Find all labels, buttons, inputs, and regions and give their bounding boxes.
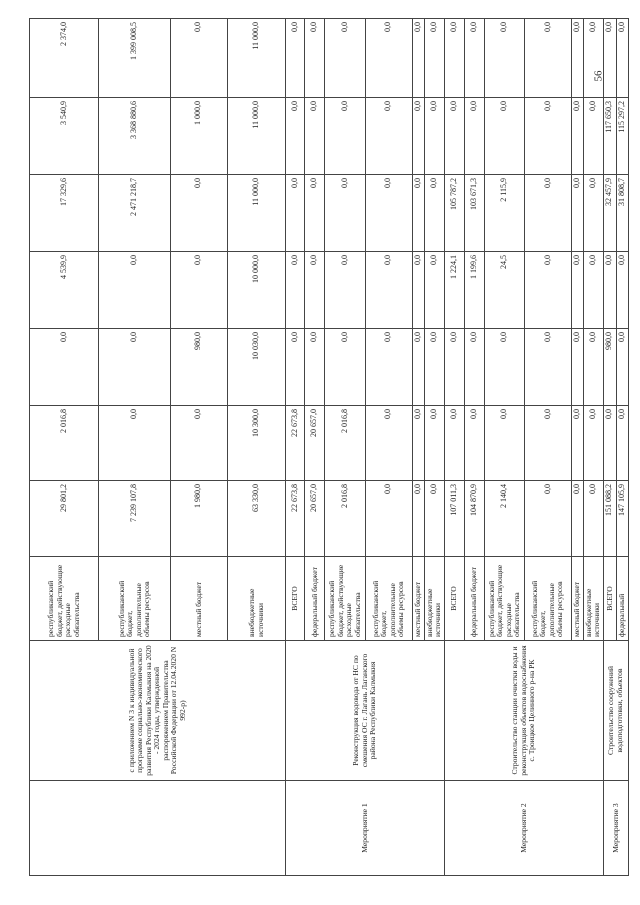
project-description: с приложением N 3 к индивидуальной программе социально-экономического развития Республики Калмыкия на 2020 - 2024 годы, утвержденной распоряжением Правительства Российской Федерации от 12.04.2020 N 992-р) (30, 641, 286, 781)
value-2024: 0,0 (583, 19, 603, 98)
value-2020: 980,0 (170, 329, 227, 406)
value-2024: 0,0 (525, 19, 571, 98)
value-2019: 20 657,0 (305, 406, 325, 481)
funding-source: внебюджетные источники (424, 557, 444, 641)
value-total: 2 140,4 (485, 481, 525, 557)
value-2020: 0,0 (365, 329, 412, 406)
value-2020: 0,0 (525, 329, 571, 406)
value-2019: 0,0 (603, 406, 616, 481)
value-2020: 0,0 (583, 329, 603, 406)
value-2024: 0,0 (616, 19, 628, 98)
event-label: Мероприятие 3 (603, 781, 628, 876)
table-row (30, 19, 99, 876)
value-2024: 0,0 (412, 19, 424, 98)
value-2023: 0,0 (583, 98, 603, 175)
value-2020: 0,0 (99, 329, 170, 406)
value-2021: 0,0 (571, 252, 583, 329)
funding-source: республиканский бюджет, дополнительные объемы ресурсов (525, 557, 571, 641)
value-2022: 0,0 (305, 175, 325, 252)
value-2024: 0,0 (365, 19, 412, 98)
value-2023: 3 540,9 (30, 98, 99, 175)
value-2023: 1 000,0 (170, 98, 227, 175)
funding-source: республиканский бюджет, действующие расходные обязательства (325, 557, 365, 641)
empty-cell (30, 781, 286, 876)
value-total: 2 016,8 (325, 481, 365, 557)
value-2021: 0,0 (99, 252, 170, 329)
value-2024: 11 000,0 (227, 19, 285, 98)
value-2024: 2 374,0 (30, 19, 99, 98)
funding-source: республиканский бюджет, дополнительные объемы ресурсов (365, 557, 412, 641)
value-2023: 0,0 (325, 98, 365, 175)
value-total: 107 011,3 (445, 481, 465, 557)
value-2021: 0,0 (424, 252, 444, 329)
value-2022: 0,0 (325, 175, 365, 252)
value-total: 1 980,0 (170, 481, 227, 557)
value-2020: 0,0 (445, 329, 465, 406)
funding-source: местный бюджет (170, 557, 227, 641)
value-total: 0,0 (583, 481, 603, 557)
value-2020: 0,0 (465, 329, 485, 406)
value-2023: 0,0 (445, 98, 465, 175)
value-total: 0,0 (365, 481, 412, 557)
value-2020: 980,0 (603, 329, 616, 406)
value-2023: 0,0 (465, 98, 485, 175)
value-2022: 0,0 (525, 175, 571, 252)
value-2023: 0,0 (412, 98, 424, 175)
value-total: 0,0 (571, 481, 583, 557)
value-2023: 11 000,0 (227, 98, 285, 175)
value-2022: 17 329,6 (30, 175, 99, 252)
value-2024: 0,0 (571, 19, 583, 98)
value-2021: 0,0 (305, 252, 325, 329)
value-2020: 0,0 (30, 329, 99, 406)
value-2019: 0,0 (99, 406, 170, 481)
value-total: 147 105,9 (616, 481, 628, 557)
value-2024: 0,0 (465, 19, 485, 98)
value-2021: 0,0 (603, 252, 616, 329)
value-2019: 0,0 (616, 406, 628, 481)
value-total: 7 239 107,8 (99, 481, 170, 557)
value-2021: 1 224,1 (445, 252, 465, 329)
value-2024: 0,0 (424, 19, 444, 98)
value-2023: 0,0 (305, 98, 325, 175)
value-2020: 0,0 (616, 329, 628, 406)
value-total: 0,0 (525, 481, 571, 557)
value-2022: 0,0 (583, 175, 603, 252)
funding-source: внебюджетные источники (583, 557, 603, 641)
funding-source: местный бюджет (412, 557, 424, 641)
value-2023: 0,0 (571, 98, 583, 175)
value-2022: 32 457,9 (603, 175, 616, 252)
value-2019: 0,0 (412, 406, 424, 481)
value-2020: 0,0 (325, 329, 365, 406)
value-2020: 10 030,0 (227, 329, 285, 406)
funding-source: ВСЕГО (286, 557, 305, 641)
value-2021: 0,0 (525, 252, 571, 329)
value-2021: 0,0 (170, 252, 227, 329)
value-total: 0,0 (412, 481, 424, 557)
funding-source: федеральный (616, 557, 628, 641)
value-2022: 0,0 (571, 175, 583, 252)
value-2022: 0,0 (365, 175, 412, 252)
value-2019: 2 016,8 (325, 406, 365, 481)
value-2019: 0,0 (583, 406, 603, 481)
value-2024: 0,0 (445, 19, 465, 98)
project-description: Строительство сооружений водоподготовки, объектов (603, 641, 628, 781)
funding-source: республиканский бюджет, дополнительные объемы ресурсов (99, 557, 170, 641)
value-2019: 22 673,8 (286, 406, 305, 481)
value-2023: 0,0 (424, 98, 444, 175)
budget-table (29, 18, 629, 876)
page-number: 56 (592, 70, 605, 82)
value-2023: 3 368 880,6 (99, 98, 170, 175)
value-2024: 0,0 (170, 19, 227, 98)
value-2019: 0,0 (445, 406, 465, 481)
value-2024: 0,0 (305, 19, 325, 98)
value-2019: 0,0 (571, 406, 583, 481)
value-2019: 0,0 (465, 406, 485, 481)
funding-source: ВСЕГО (445, 557, 465, 641)
value-2021: 0,0 (325, 252, 365, 329)
value-2020: 0,0 (305, 329, 325, 406)
value-2023: 0,0 (365, 98, 412, 175)
value-2022: 2 471 218,7 (99, 175, 170, 252)
value-2022: 0,0 (412, 175, 424, 252)
value-2022: 31 808,7 (616, 175, 628, 252)
value-2020: 0,0 (424, 329, 444, 406)
value-2024: 0,0 (485, 19, 525, 98)
table-row (445, 19, 465, 876)
value-2023: 0,0 (485, 98, 525, 175)
funding-source: республиканский бюджет, действующие расходные обязательства (30, 557, 99, 641)
funding-source: федеральный бюджет (305, 557, 325, 641)
value-2022: 0,0 (286, 175, 305, 252)
value-2023: 0,0 (525, 98, 571, 175)
value-total: 151 088,2 (603, 481, 616, 557)
funding-source: местный бюджет (571, 557, 583, 641)
value-total: 104 870,9 (465, 481, 485, 557)
value-total: 22 673,8 (286, 481, 305, 557)
value-2019: 0,0 (525, 406, 571, 481)
value-2020: 0,0 (286, 329, 305, 406)
value-total: 20 657,0 (305, 481, 325, 557)
value-2021: 24,5 (485, 252, 525, 329)
value-total: 63 330,0 (227, 481, 285, 557)
value-2023: 0,0 (286, 98, 305, 175)
value-2020: 0,0 (485, 329, 525, 406)
value-2022: 2 115,9 (485, 175, 525, 252)
value-2021: 1 199,6 (465, 252, 485, 329)
value-2019: 2 016,8 (30, 406, 99, 481)
value-2019: 0,0 (424, 406, 444, 481)
value-2024: 0,0 (286, 19, 305, 98)
value-2024: 0,0 (603, 19, 616, 98)
event-label: Мероприятие 1 (286, 781, 445, 876)
event-label: Мероприятие 2 (445, 781, 604, 876)
value-2020: 0,0 (571, 329, 583, 406)
value-2020: 0,0 (412, 329, 424, 406)
table-row (286, 19, 305, 876)
funding-source: федеральный бюджет (465, 557, 485, 641)
value-2021: 10 000,0 (227, 252, 285, 329)
value-2019: 0,0 (485, 406, 525, 481)
value-2019: 10 300,0 (227, 406, 285, 481)
rotated-page (29, 19, 629, 876)
table-row (603, 19, 616, 876)
value-2021: 0,0 (616, 252, 628, 329)
value-2021: 4 539,9 (30, 252, 99, 329)
value-2021: 0,0 (412, 252, 424, 329)
value-2022: 0,0 (170, 175, 227, 252)
value-2019: 0,0 (170, 406, 227, 481)
value-2021: 0,0 (365, 252, 412, 329)
value-total: 0,0 (424, 481, 444, 557)
value-2022: 11 000,0 (227, 175, 285, 252)
project-description: Строительство станции очистки воды и реконструкция объектов водоснабжения с. Троицкое Целинного р-на РК (445, 641, 604, 781)
value-2023: 117 650,3 (603, 98, 616, 175)
value-total: 29 801,2 (30, 481, 99, 557)
value-2022: 103 671,3 (465, 175, 485, 252)
project-description: Реконструкция водовода от НС по смешения ОС г. Лагань Лаганского района Республики Калмыкия (286, 641, 445, 781)
value-2022: 105 787,2 (445, 175, 465, 252)
value-2022: 0,0 (424, 175, 444, 252)
value-2021: 0,0 (583, 252, 603, 329)
funding-source: республиканский бюджет, действующие расходные обязательства (485, 557, 525, 641)
funding-source: ВСЕГО (603, 557, 616, 641)
value-2024: 1 399 008,5 (99, 19, 170, 98)
value-2023: 115 297,2 (616, 98, 628, 175)
funding-source: внебюджетные источники (227, 557, 285, 641)
value-2019: 0,0 (365, 406, 412, 481)
value-2024: 0,0 (325, 19, 365, 98)
value-2021: 0,0 (286, 252, 305, 329)
